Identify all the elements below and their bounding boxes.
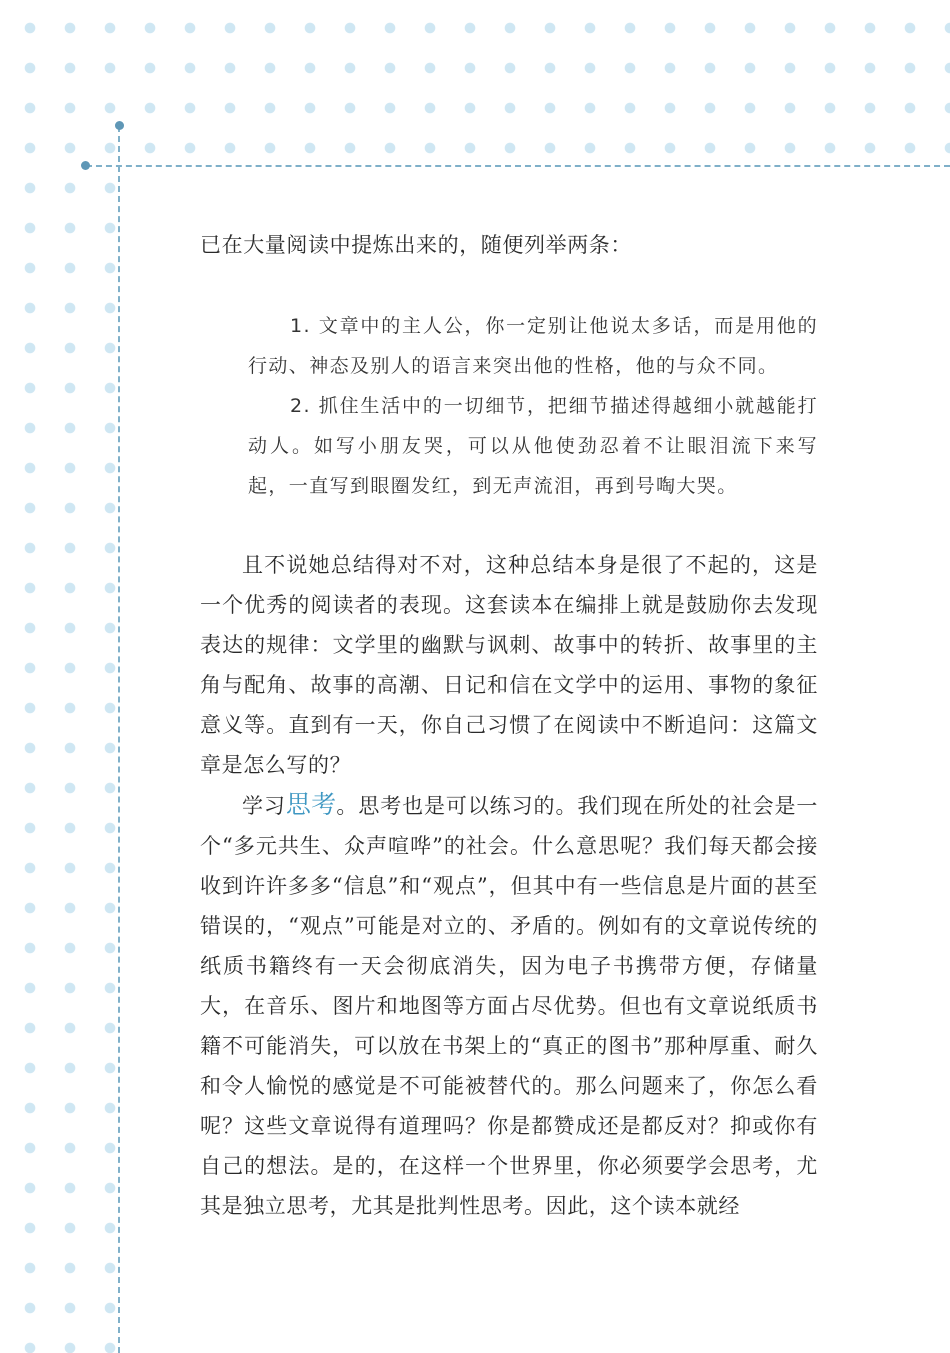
paragraph-2-lead: 学习 bbox=[242, 794, 286, 818]
frame-dashed-line-horizontal bbox=[86, 165, 950, 167]
frame-dashed-line-vertical bbox=[118, 126, 120, 1353]
body-paragraph-2 bbox=[200, 785, 818, 1226]
paragraph-2-text: 。思考也是可以练习的。我们现在所处的社会是一个“多元共生、众声喧哗”的社会。什么意思呢？我们每天都会接收到许许多多“信息”和“观点”，但其中有一些信息是片面的甚至错误的，“观点”可能是对立的、矛盾的。例如有的文章说传统的纸质书籍终有一天会彻底消失，因为电子书携带方便，存储量大，在音乐、图片和地图等方面占尽优势。但也有文章说纸质书籍不可能消失，可以放在书架上的“真正的图书”那种厚重、耐久和令人愉悦的感觉是不可能被替代的。那么问题来了，你怎么看呢？这些文章说得有道理吗？你是都赞成还是都反对？抑或你有自己的想法。是的，在这样一个世界里，你必须要学会思考，尤其是独立思考，尤其是批判性思考。因此，这个读本就经 bbox=[200, 794, 818, 1218]
body-paragraph-1: 且不说她总结得对不对，这种总结本身是很了不起的，这是一个优秀的阅读者的表现。这套读本在编排上就是鼓励你去发现表达的规律：文学里的幽默与讽刺、故事中的转折、故事里的主角与配角、故事的高潮、日记和信在文学中的运用、事物的象征意义等。直到有一天，你自己习惯了在阅读中不断追问：这篇文章是怎么写的？ bbox=[200, 553, 818, 777]
main-body bbox=[200, 545, 818, 1226]
quoted-tips-block bbox=[248, 306, 818, 506]
frame-corner-dot-left bbox=[81, 161, 90, 170]
keyword-thinking: 思考 bbox=[285, 790, 337, 819]
quoted-tip-1: 1. 文章中的主人公，你一定别让他说太多话，而是用他的行动、神态及别人的语言来突出他的性格，他的与众不同。 bbox=[248, 315, 818, 377]
quoted-tip-2: 2. 抓住生活中的一切细节，把细节描述得越细小就越能打动人。如写小朋友哭，可以从他使劲忍着不让眼泪流下来写起，一直写到眼圈发红，到无声流泪，再到号啕大哭。 bbox=[248, 395, 818, 497]
frame-corner-dot-top bbox=[115, 121, 124, 130]
intro-text: 已在大量阅读中提炼出来的，随便列举两条： bbox=[200, 233, 632, 257]
intro-paragraph bbox=[200, 225, 818, 265]
